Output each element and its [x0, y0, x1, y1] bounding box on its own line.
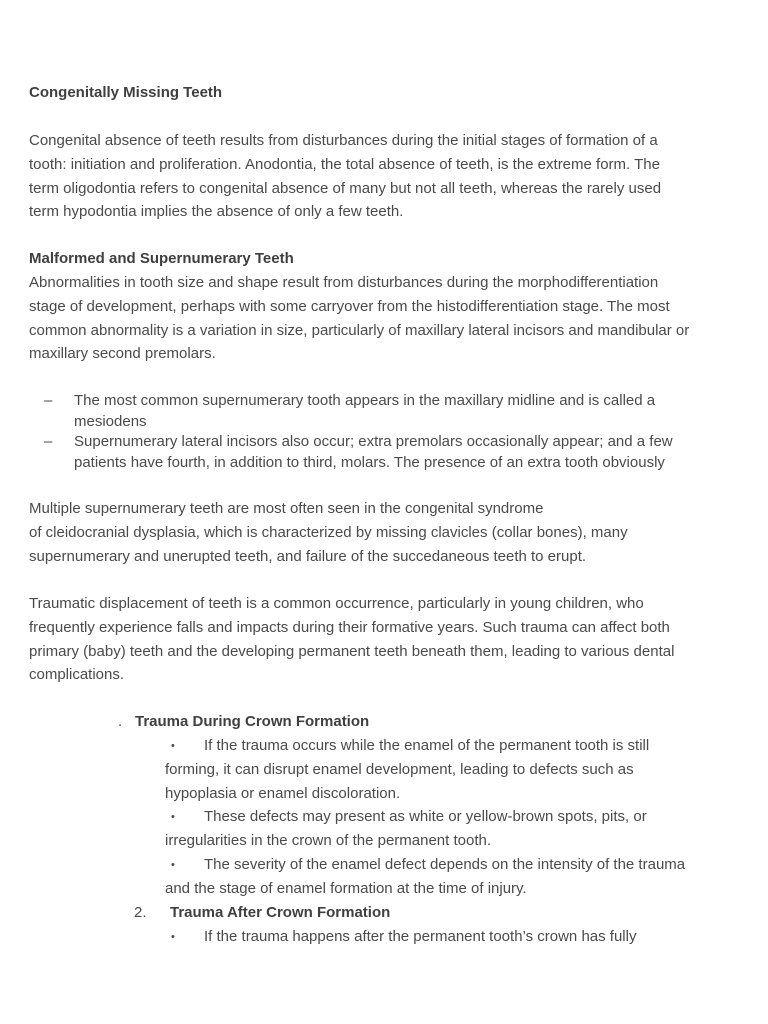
bullet-marker: • — [171, 811, 175, 823]
text-line: supernumerary and unerupted teeth, and failure of the succedaneous teeth to erupt. — [29, 547, 587, 565]
text-line: frequently experience falls and impacts during their formative years. Such trauma can affect both — [29, 618, 670, 636]
text-line: Multiple supernumerary teeth are most often seen in the congenital syndrome — [29, 500, 544, 517]
text-line: stage of development, perhaps with some carryover from the histodifferentiation stage. The most — [29, 297, 670, 315]
bullet-text: The severity of the enamel defect depends on the intensity of the trauma — [204, 856, 686, 873]
bullet-text-line: forming, it can disrupt enamel development, leading to defects such as — [165, 761, 634, 778]
bullet-text-line: and the stage of enamel formation at the time of injury. — [165, 880, 527, 897]
paragraph-abnormalities — [29, 271, 744, 366]
dash-list — [44, 391, 724, 473]
text-line: primary (baby) teeth and the developing permanent teeth beneath them, leading to various dental — [29, 642, 675, 660]
bullet-text: If the trauma occurs while the enamel of the permanent tooth is still — [204, 737, 650, 754]
text-line: maxillary second premolars. — [29, 345, 216, 363]
bullet-text-line — [165, 853, 725, 878]
paragraph-multiple-supernumerary — [29, 497, 744, 568]
text-line: of cleidocranial dysplasia, which is characterized by missing clavicles (collar bones), many — [29, 523, 628, 541]
bullet-marker: • — [171, 931, 175, 943]
list-item-number: 2. — [134, 904, 147, 921]
text-line: The most common supernumerary tooth appears in the maxillary midline and is called a — [74, 392, 656, 409]
text-line: tooth: initiation and proliferation. Anodontia, the total absence of teeth, is the extreme form. The — [29, 155, 660, 173]
text-line: complications. — [29, 666, 125, 684]
list-item-title: Trauma During Crown Formation — [135, 713, 370, 730]
bullet-text-line — [165, 805, 725, 830]
list-item — [44, 432, 724, 473]
bullet-text: These defects may present as white or yellow-brown spots, pits, or — [204, 808, 647, 825]
text-line: patients have fourth, in addition to third, molars. The presence of an extra tooth obviously — [74, 453, 665, 471]
dash-marker: – — [44, 392, 53, 409]
bullet-text: If the trauma happens after the permanent tooth’s crown has fully — [204, 928, 637, 945]
text-line: term hypodontia implies the absence of only a few teeth. — [29, 203, 404, 221]
text-line: mesiodens — [74, 412, 147, 430]
text-line: Congenital absence of teeth results from disturbances during the initial stages of formation of a — [29, 132, 658, 149]
text-line: term oligodontia refers to congenital absence of many but not all teeth, whereas the rarely used — [29, 179, 662, 197]
text-line: Supernumerary lateral incisors also occur; extra premolars occasionally appear; and a few — [74, 433, 673, 450]
text-line: Traumatic displacement of teeth is a common occurrence, particularly in young children, who — [29, 595, 644, 612]
bullet-text-line — [165, 734, 725, 759]
paragraph-traumatic-displacement — [29, 592, 744, 687]
list-item-marker: . — [118, 713, 123, 730]
heading-congenitally-missing-teeth: Congenitally Missing Teeth — [29, 84, 223, 101]
text-line: common abnormality is a variation in size, particularly of maxillary lateral incisors and mandibular or — [29, 321, 690, 339]
bullet-text-line: irregularities in the crown of the permanent tooth. — [165, 832, 492, 849]
bullet-marker: • — [171, 740, 175, 752]
bullet-text-line — [165, 925, 725, 950]
dash-marker: – — [44, 433, 53, 450]
list-item-title: Trauma After Crown Formation — [170, 904, 391, 921]
bullet-marker: • — [171, 859, 175, 871]
bullet-text-line: hypoplasia or enamel discoloration. — [165, 785, 401, 802]
heading-malformed-supernumerary: Malformed and Supernumerary Teeth — [29, 250, 294, 267]
text-line: Abnormalities in tooth size and shape result from disturbances during the morphodifferentiation — [29, 274, 659, 291]
list-item — [44, 391, 724, 432]
paragraph-congenital-absence — [29, 129, 744, 224]
